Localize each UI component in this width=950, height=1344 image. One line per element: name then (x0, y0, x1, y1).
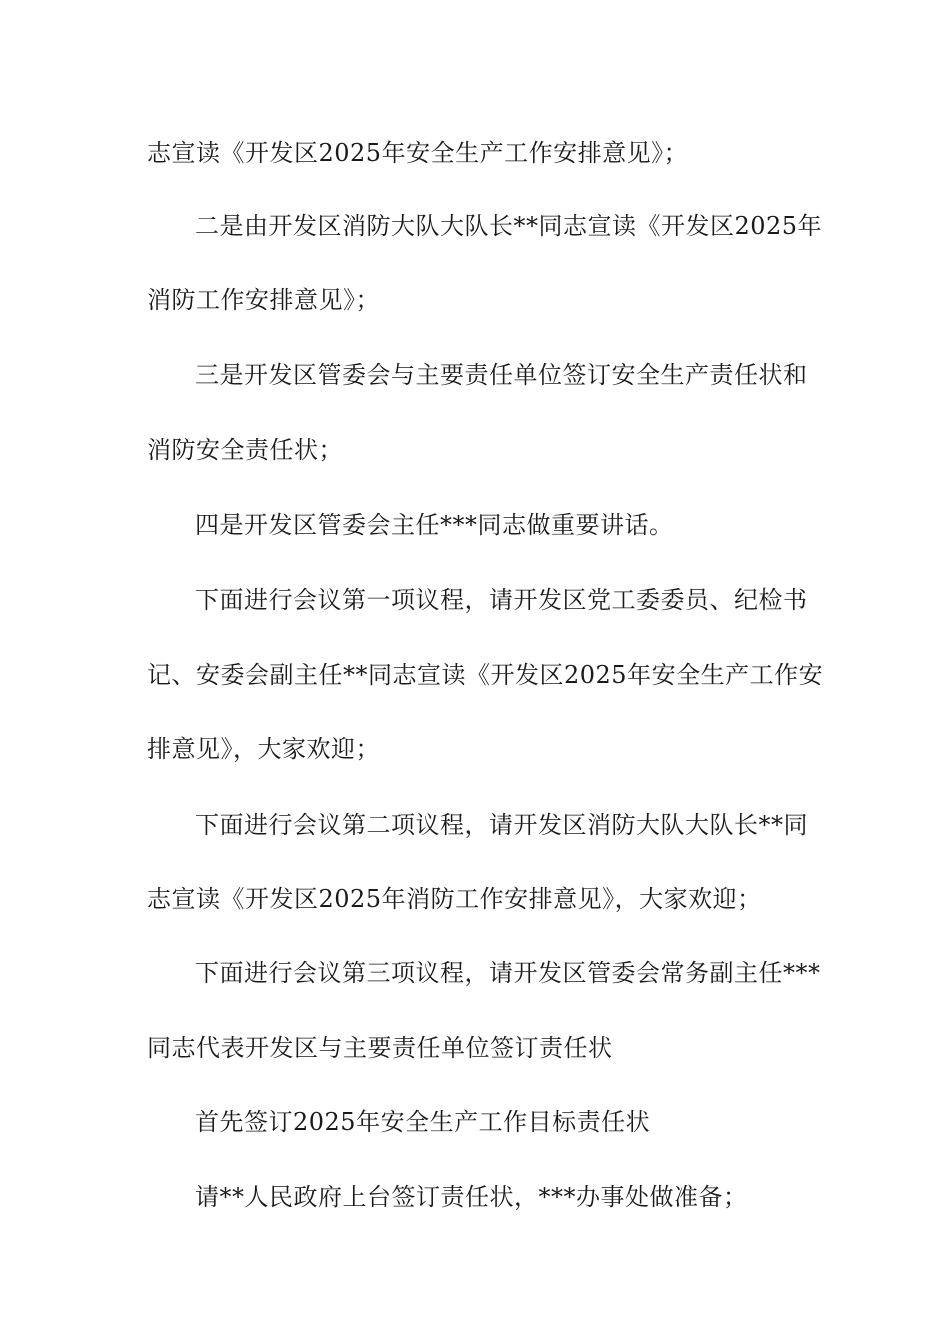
text-line: 同志代表开发区与主要责任单位签订责任状 (147, 1034, 613, 1062)
text-line: 下面进行会议第三项议程，请开发区管委会常务副主任*** (195, 959, 821, 987)
text-line: 首先签订2025年安全生产工作目标责任状 (195, 1108, 651, 1136)
text-line: 四是开发区管委会主任***同志做重要讲话。 (195, 511, 674, 539)
text-line: 下面进行会议第一项议程，请开发区党工委委员、纪检书 (195, 586, 808, 614)
text-line: 记、安委会副主任**同志宣读《开发区2025年安全生产工作安 (147, 661, 824, 689)
text-line: 志宣读《开发区2025年消防工作安排意见》，大家欢迎； (147, 885, 762, 913)
text-line: 志宣读《开发区2025年安全生产工作安排意见》； (147, 139, 689, 167)
text-line: 排意见》，大家欢迎； (147, 735, 380, 763)
text-line: 请**人民政府上台签订责任状，***办事处做准备； (195, 1183, 748, 1211)
text-line: 下面进行会议第二项议程，请开发区消防大队大队长**同 (195, 811, 808, 839)
text-line: 消防工作安排意见》； (147, 286, 380, 314)
text-line: 消防安全责任状； (147, 436, 343, 464)
text-line: 三是开发区管委会与主要责任单位签订安全生产责任状和 (195, 361, 808, 389)
text-line: 二是由开发区消防大队大队长**同志宣读《开发区2025年 (195, 212, 823, 240)
